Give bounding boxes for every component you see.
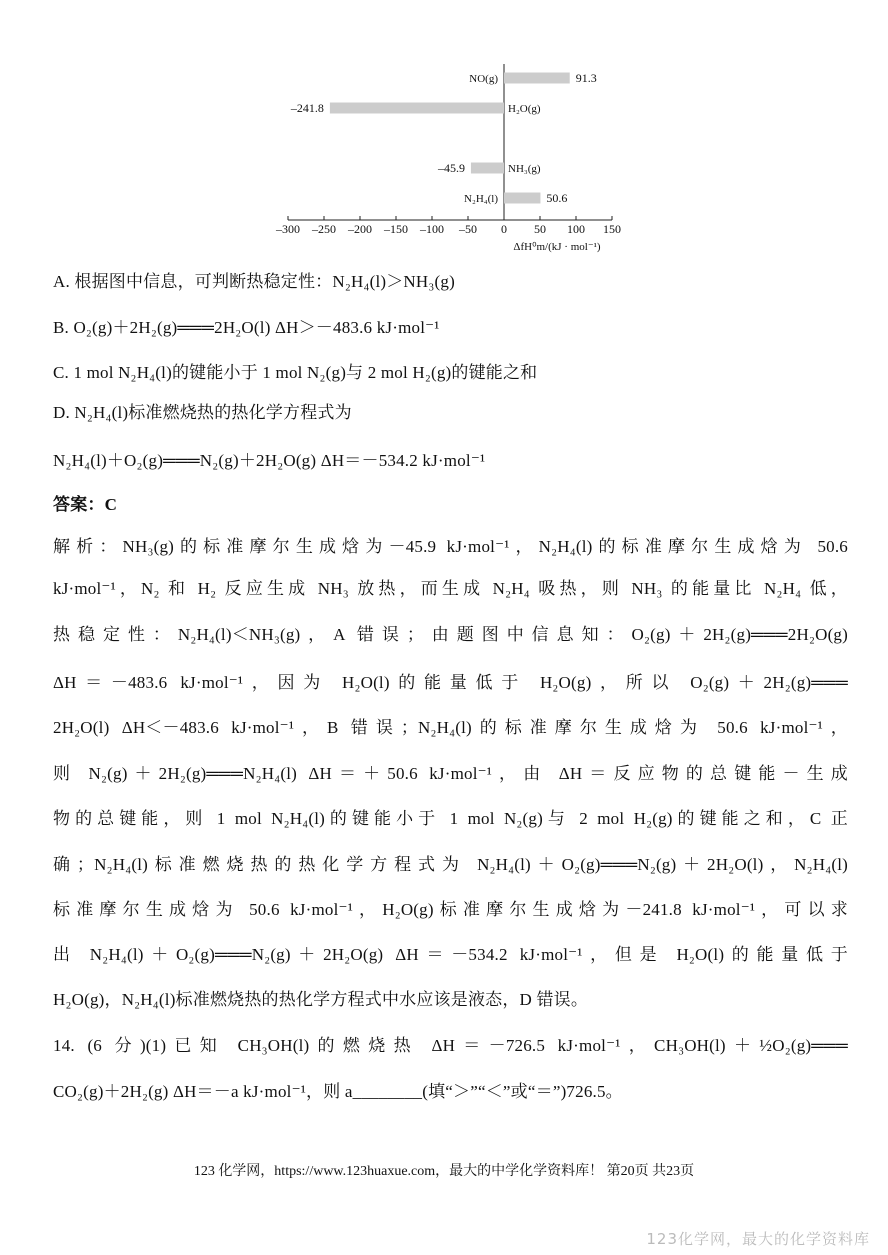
bar-NO(g) — [504, 73, 570, 84]
category-label: N₂H₄(l) — [464, 193, 498, 205]
analysis-line-7: 物的总键能，则 1 mol N₂H₄(l)的键能小于 1 mol N₂(g)与 2 mol H₂(g)的键能之和，C 正 — [53, 809, 848, 828]
x-tick-label: 50 — [534, 222, 546, 236]
formation-enthalpy-chart — [250, 60, 630, 260]
x-axis-label: ΔfH⁰m/(kJ · mol⁻¹) — [513, 241, 601, 253]
x-tick-label: –300 — [276, 222, 300, 236]
analysis-line-9: 标准摩尔生成焓为 50.6 kJ·mol⁻¹，H₂O(g)标准摩尔生成焓为－241.8 kJ·mol⁻¹，可以求 — [53, 900, 848, 919]
option-a: A. 根据图中信息，可判断热稳定性：N₂H₄(l)＞NH₃(g) — [53, 272, 455, 291]
category-label: NH₃(g) — [508, 163, 541, 175]
option-d: D. N₂H₄(l)标准燃烧热的热化学方程式为 — [53, 403, 352, 422]
chart-svg — [250, 60, 630, 260]
analysis-line-10: 出 N₂H₄(l)＋O₂(g)═══N₂(g)＋2H₂O(g) ΔH＝－534.2 kJ·mol⁻¹，但是 H₂O(l)的能量低于 — [53, 945, 848, 964]
analysis-line-3: 热稳定性：N₂H₄(l)＜NH₃(g)，A 错误；由题图中信息知：O₂(g)＋2H₂(g)═══2H₂O(g) — [53, 625, 848, 644]
x-tick-label: –200 — [348, 222, 372, 236]
question-14-line-2: CO₂(g)＋2H₂(g) ΔH＝－a kJ·mol⁻¹，则 a________(填“＞”“＜”或“＝”)726.5。 — [53, 1082, 623, 1101]
x-tick-label: 100 — [567, 222, 585, 236]
x-tick-label: –100 — [420, 222, 444, 236]
value-label: –241.8 — [290, 101, 324, 115]
analysis-line-11: H₂O(g)，N₂H₄(l)标准燃烧热的热化学方程式中水应该是液态，D 错误。 — [53, 990, 589, 1009]
value-label: 50.6 — [546, 191, 568, 205]
question-14-line-1: 14. (6 分)(1)已知 CH₃OH(l)的燃烧热 ΔH＝－726.5 kJ·mol⁻¹，CH₃OH(l)＋½O₂(g)═══ — [53, 1036, 848, 1055]
bar-H2O(g) — [330, 103, 504, 114]
category-label: NO(g) — [469, 73, 498, 85]
x-tick-label: 150 — [603, 222, 621, 236]
answer: 答案：C — [53, 495, 118, 514]
watermark: 123化学网，最大的化学资料库 — [646, 1230, 870, 1248]
value-label: –45.9 — [437, 161, 465, 175]
analysis-line-1: 解析：NH₃(g)的标准摩尔生成焓为－45.9 kJ·mol⁻¹，N₂H₄(l)的标准摩尔生成焓为 50.6 — [53, 537, 848, 556]
analysis-line-6: 则 N₂(g)＋2H₂(g)═══N₂H₄(l) ΔH＝＋50.6 kJ·mol⁻¹，由 ΔH＝反应物的总键能－生成 — [53, 764, 848, 783]
x-tick-label: 0 — [501, 222, 507, 236]
analysis-line-8: 确；N₂H₄(l)标准燃烧热的热化学方程式为 N₂H₄(l)＋O₂(g)═══N₂(g)＋2H₂O(l)，N₂H₄(l) — [53, 855, 848, 874]
category-label: H₂O(g) — [508, 103, 541, 115]
bar-N2H4(l) — [504, 193, 540, 204]
option-b: B. O₂(g)＋2H₂(g)═══2H₂O(l) ΔH＞－483.6 kJ·mol⁻¹ — [53, 318, 440, 337]
analysis-line-2: kJ·mol⁻¹，N₂ 和 H₂ 反应生成 NH₃ 放热，而生成 N₂H₄ 吸热，则 NH₃ 的能量比 N₂H₄ 低， — [53, 579, 848, 598]
option-c: C. 1 mol N₂H₄(l)的键能小于 1 mol N₂(g)与 2 mol H₂(g)的键能之和 — [53, 363, 538, 382]
value-label: 91.3 — [575, 71, 597, 85]
analysis-line-4: ΔH＝－483.6 kJ·mol⁻¹，因为 H₂O(l)的能量低于 H₂O(g)，所以 O₂(g)＋2H₂(g)═══ — [53, 673, 848, 692]
analysis-line-5: 2H₂O(l) ΔH＜－483.6 kJ·mol⁻¹，B 错误；N₂H₄(l)的标准摩尔生成焓为 50.6 kJ·mol⁻¹， — [53, 718, 848, 737]
x-tick-label: –150 — [384, 222, 408, 236]
x-tick-label: –250 — [312, 222, 336, 236]
page-footer: 123 化学网，https://www.123huaxue.com，最大的中学化学资料库！ 第20页 共23页 — [193, 1164, 695, 1179]
option-d-equation: N₂H₄(l)＋O₂(g)═══N₂(g)＋2H₂O(g) ΔH＝－534.2 kJ·mol⁻¹ — [53, 451, 486, 470]
x-tick-label: –50 — [459, 222, 477, 236]
bar-NH3(g) — [471, 163, 504, 174]
